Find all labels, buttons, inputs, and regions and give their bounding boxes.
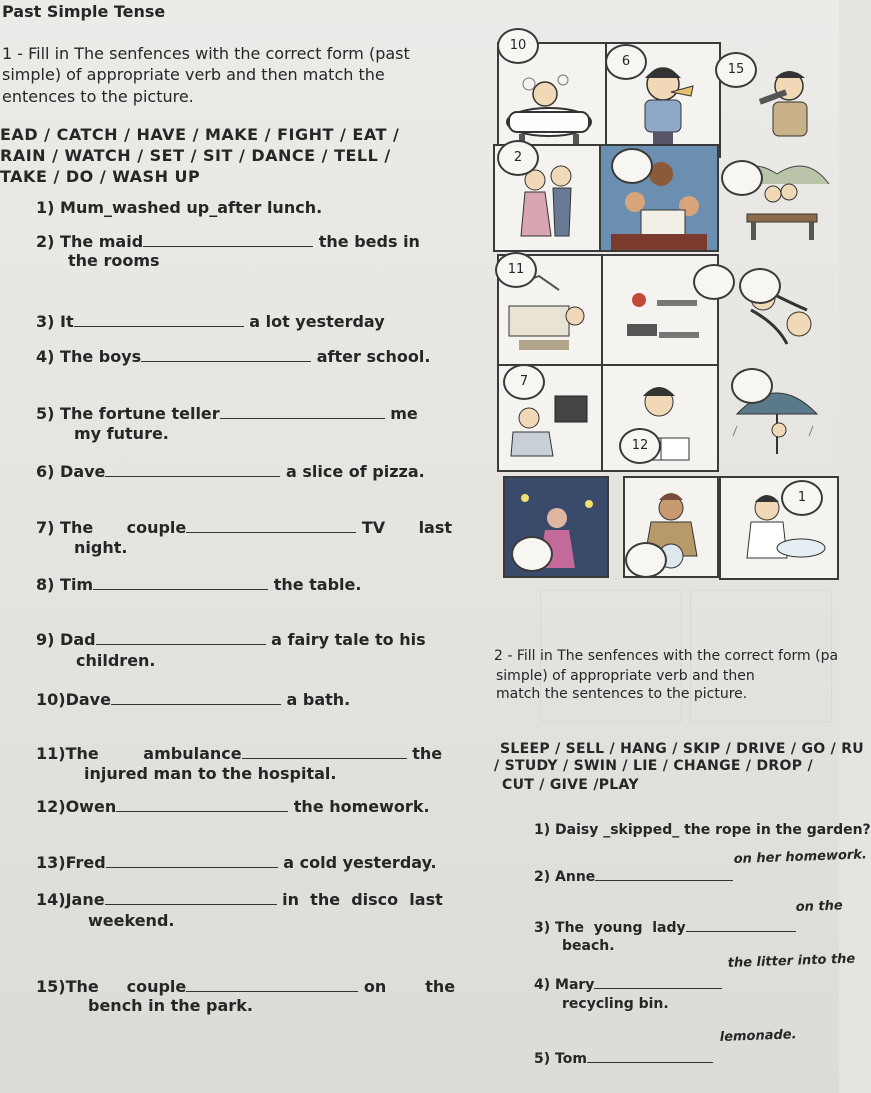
answer-blank[interactable]: [105, 892, 277, 905]
part1-question-15-continued: bench in the park.: [88, 996, 253, 1015]
part1-question-6: [36, 462, 425, 481]
picture-number-bubble: 1: [781, 480, 823, 516]
answer-blank[interactable]: [186, 520, 356, 533]
question-text-start: The young lady: [555, 920, 686, 936]
question-number: 6): [36, 462, 55, 481]
question-text-end: on the: [363, 977, 456, 996]
question-number: 3): [36, 312, 55, 331]
couple-on-bench-illustration-icon: [717, 144, 835, 248]
picture-number-bubble-empty: [731, 368, 773, 404]
picture-number-bubble-empty: [511, 536, 553, 572]
part1-question-10: [36, 690, 350, 709]
question-text-end: the beds in: [318, 232, 420, 251]
part1-question-1: [36, 198, 322, 217]
picture-number-bubble: 11: [495, 252, 537, 288]
question-number: 9): [36, 630, 55, 649]
answer-blank[interactable]: [220, 406, 385, 419]
question-text-start: Dave: [60, 462, 106, 481]
question-text-end: a slice of pizza.: [285, 462, 425, 481]
part1-verb-list-line-2: RAIN / WATCH / SET / SIT / DANCE / TELL /: [0, 146, 391, 165]
question-text-start: Mary: [555, 977, 595, 993]
answer-blank[interactable]: [186, 979, 358, 992]
question-number: 3): [534, 920, 551, 936]
part1-question-9: [36, 630, 426, 649]
question-number: 7): [36, 518, 55, 537]
question-number: 4): [36, 347, 55, 366]
picture-boys-fighting: [717, 254, 835, 374]
question-text-end: the: [412, 744, 443, 763]
answer-blank[interactable]: [595, 868, 733, 881]
part2-verb-list-line-1: SLEEP / SELL / HANG / SKIP / DRIVE / GO / RU: [500, 741, 864, 757]
part2-instruction-line-3: match the sentences to the picture.: [496, 686, 748, 702]
part1-question-5-continued: my future.: [74, 424, 169, 443]
question-text-start: Owen: [65, 797, 117, 816]
part1-question-13: [36, 853, 437, 872]
question-number: 8): [36, 575, 55, 594]
picture-number-bubble: 12: [619, 428, 661, 464]
answer-blank[interactable]: [141, 349, 311, 362]
picture-number-bubble: 10: [497, 28, 539, 64]
question-text-start: The couple: [60, 518, 187, 537]
question-text-start: Dad: [60, 630, 96, 649]
picture-number-bubble-empty: [693, 264, 735, 300]
question-number: 12): [36, 797, 66, 816]
picture-number-bubble: 6: [605, 44, 647, 80]
part2-question-4: [534, 976, 722, 993]
question-number: 5): [36, 404, 55, 423]
answer-blank[interactable]: [111, 692, 281, 705]
picture-homework: [601, 364, 719, 472]
question-text-end: after school.: [316, 347, 431, 366]
question-text-start: The boys: [60, 347, 142, 366]
part1-question-7-continued: night.: [74, 538, 128, 557]
question-number: 2): [534, 869, 551, 885]
part2-instruction-line-1: 2 - Fill in The senfences with the correct form (pa: [494, 648, 839, 664]
question-text-start: The ambulance: [65, 744, 242, 763]
part2-question-1: [534, 822, 871, 838]
question-text-end: a cold yesterday.: [283, 853, 437, 872]
question-number: 13): [36, 853, 66, 872]
question-text-end: TV last: [361, 518, 453, 537]
question-text-start: Tim: [60, 575, 94, 594]
question-text-start: The fortune teller: [60, 404, 220, 423]
picture-number-bubble: 2: [497, 140, 539, 176]
question-text-end: in the disco last: [282, 890, 443, 909]
question-text-start: Fred: [65, 853, 106, 872]
question-text-end: a fairy tale to his: [271, 630, 426, 649]
boys-fighting-illustration-icon: [717, 254, 835, 374]
part1-verb-list-line-1: EAD / CATCH / HAVE / MAKE / FIGHT / EAT /: [0, 125, 400, 144]
question-number: 1): [534, 822, 551, 838]
question-text-end: a lot yesterday: [249, 312, 385, 331]
picture-grid: [493, 24, 839, 580]
part2-question-3-continued: beach.: [562, 938, 615, 954]
answer-blank[interactable]: [587, 1050, 713, 1063]
part1-instruction-line-2: simple) of appropriate verb and then match the: [2, 65, 385, 84]
picture-number-bubble-empty: [625, 542, 667, 578]
picture-number-bubble: 7: [503, 364, 545, 400]
question-number: 15): [36, 977, 66, 996]
part2-question-5: [534, 1050, 713, 1067]
question-text-end: the homework.: [293, 797, 430, 816]
question-text-start: The couple: [65, 977, 187, 996]
question-text-end: me: [390, 404, 418, 423]
question-number: 14): [36, 890, 66, 909]
part2-question-4-continued: recycling bin.: [562, 996, 669, 1012]
question-text-start: The maid: [60, 232, 144, 251]
picture-number-bubble-empty: [611, 148, 653, 184]
part1-question-12: [36, 797, 430, 816]
part1-question-9-continued: children.: [76, 651, 156, 670]
part2-verb-list-line-2: / STUDY / SWIN / LIE / CHANGE / DROP /: [494, 758, 813, 774]
part2-question-2: [534, 868, 733, 885]
picture-number-bubble-empty: [739, 268, 781, 304]
part1-question-14: [36, 890, 443, 909]
part2-question-2-end: on her homework.: [733, 847, 868, 867]
picture-number-bubble: 15: [715, 52, 757, 88]
answer-blank[interactable]: [93, 577, 268, 590]
picture-couple-bench: [717, 144, 835, 248]
question-number: 11): [36, 744, 66, 763]
part1-instruction-line-1: 1 - Fill in The senfences with the correct form (past: [2, 44, 410, 63]
question-text-start: It: [60, 312, 74, 331]
part2-question-5-end: lemonade.: [719, 1027, 797, 1045]
question-text: Mum_washed up_after lunch.: [60, 198, 323, 217]
question-text-end: the table.: [273, 575, 362, 594]
part1-question-8: [36, 575, 361, 594]
question-number: 2): [36, 232, 55, 251]
part2-question-3: [534, 919, 796, 936]
part2-verb-list-line-3: CUT / GIVE /PLAY: [502, 777, 639, 793]
answer-blank[interactable]: [105, 464, 280, 477]
part2-instruction-line-2: simple) of appropriate verb and then: [496, 668, 755, 684]
part1-question-15: [36, 977, 455, 996]
question-number: 1): [36, 198, 55, 217]
answer-blank[interactable]: [686, 919, 796, 932]
part1-question-2-continued: the rooms: [68, 251, 160, 270]
answer-blank[interactable]: [143, 234, 313, 247]
part2-question-3-end: on the: [795, 898, 843, 915]
picture-number-bubble-empty: [721, 160, 763, 196]
answer-blank[interactable]: [96, 632, 266, 645]
question-number: 10): [36, 690, 66, 709]
part1-verb-list-line-3: TAKE / DO / WASH UP: [0, 167, 201, 186]
doing-homework-illustration-icon: [603, 366, 717, 470]
part1-instruction-line-3: entences to the picture.: [2, 87, 194, 106]
question-text: Daisy _skipped_ the rope in the garden?: [555, 822, 871, 838]
part1-question-5: [36, 404, 418, 423]
part1-question-2: [36, 232, 420, 251]
question-number: 4): [534, 977, 551, 993]
question-text-start: Anne: [555, 869, 596, 885]
question-text-start: Dave: [65, 690, 111, 709]
part2-question-4-end: the litter into the: [727, 951, 856, 971]
part1-question-11: [36, 744, 442, 763]
answer-blank[interactable]: [116, 799, 288, 812]
part1-question-7: [36, 518, 452, 537]
answer-blank[interactable]: [74, 314, 244, 327]
answer-blank[interactable]: [242, 746, 407, 759]
answer-blank[interactable]: [594, 976, 722, 989]
question-text-start: Tom: [555, 1051, 587, 1067]
part1-question-11-continued: injured man to the hospital.: [84, 764, 337, 783]
question-text-end: a bath.: [286, 690, 351, 709]
question-number: 5): [534, 1051, 551, 1067]
part1-question-3: [36, 312, 385, 331]
question-text-start: Jane: [65, 890, 105, 909]
worksheet-title: Past Simple Tense: [2, 2, 166, 21]
part1-question-4: [36, 347, 430, 366]
part1-question-14-continued: weekend.: [88, 911, 175, 930]
answer-blank[interactable]: [106, 855, 278, 868]
